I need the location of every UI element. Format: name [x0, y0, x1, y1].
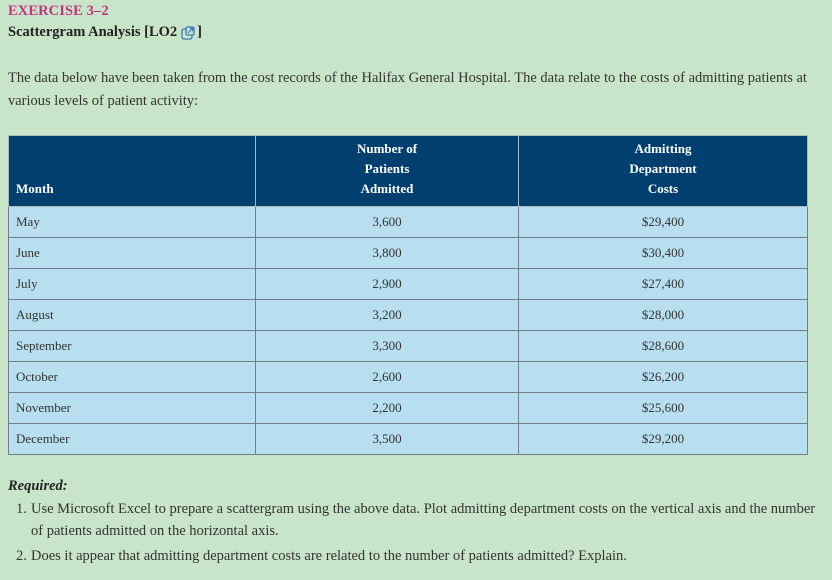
header-costs-line-2: Department: [629, 161, 697, 176]
cell-costs: $27,400: [519, 269, 808, 300]
header-patients-line-3: Admitted: [360, 181, 414, 196]
external-link-icon[interactable]: [181, 26, 195, 40]
cell-patients: 3,800: [256, 238, 519, 269]
required-item-number: 2.: [16, 548, 27, 564]
cell-costs: $29,200: [519, 424, 808, 455]
cell-patients: 3,200: [256, 300, 519, 331]
cell-patients: 2,900: [256, 269, 519, 300]
cell-patients: 2,600: [256, 362, 519, 393]
required-item-text: Use Microsoft Excel to prepare a scattergram using the above data. Plot admitting department costs on the vertical axis and the number of patients admitted on the horizontal axis.: [31, 501, 816, 539]
header-costs-line-1: Admitting: [634, 141, 692, 156]
table-header-row: [9, 136, 808, 207]
intro-text: The data below have been taken from the cost records of the Halifax General Hospital. The data relate to the costs of admitting patients at various levels of patient activity:: [8, 70, 807, 109]
header-month-label: Month: [16, 181, 54, 196]
cell-patients: 3,300: [256, 331, 519, 362]
table-row: [9, 393, 808, 424]
cell-costs: $30,400: [519, 238, 808, 269]
required-item: [16, 545, 816, 567]
header-patients: [256, 136, 519, 207]
required-list: [16, 498, 816, 570]
exercise-subtitle-text: Scattergram Analysis [LO2: [8, 24, 178, 40]
table-row: [9, 269, 808, 300]
cell-month: November: [9, 393, 256, 424]
cell-month: October: [9, 362, 256, 393]
header-costs: [519, 136, 808, 207]
cell-costs: $28,600: [519, 331, 808, 362]
exercise-title: EXERCISE 3–2: [8, 3, 109, 19]
cell-patients: 2,200: [256, 393, 519, 424]
table-row: [9, 238, 808, 269]
data-table: [8, 135, 808, 455]
table-row: [9, 362, 808, 393]
cell-costs: $25,600: [519, 393, 808, 424]
cell-month: September: [9, 331, 256, 362]
cell-costs: $26,200: [519, 362, 808, 393]
table-row: [9, 331, 808, 362]
header-patients-line-1: Number of: [356, 141, 418, 156]
exercise-subtitle-close: ]: [197, 24, 202, 40]
header-patients-line-2: Patients: [364, 161, 410, 176]
exercise-subtitle: [8, 24, 202, 41]
cell-month: July: [9, 269, 256, 300]
table-row: [9, 300, 808, 331]
required-heading: Required:: [8, 478, 68, 494]
cell-month: May: [9, 207, 256, 238]
cell-patients: 3,600: [256, 207, 519, 238]
required-item-text: Does it appear that admitting department costs are related to the number of patients admitted? Explain.: [31, 548, 627, 564]
cell-patients: 3,500: [256, 424, 519, 455]
required-item-number: 1.: [16, 501, 27, 517]
header-costs-line-3: Costs: [647, 181, 679, 196]
cell-month: August: [9, 300, 256, 331]
cell-month: December: [9, 424, 256, 455]
table-row: [9, 207, 808, 238]
header-month: [9, 136, 256, 207]
required-item: [16, 498, 816, 542]
cell-costs: $29,400: [519, 207, 808, 238]
cell-costs: $28,000: [519, 300, 808, 331]
cell-month: June: [9, 238, 256, 269]
table-row: [9, 424, 808, 455]
